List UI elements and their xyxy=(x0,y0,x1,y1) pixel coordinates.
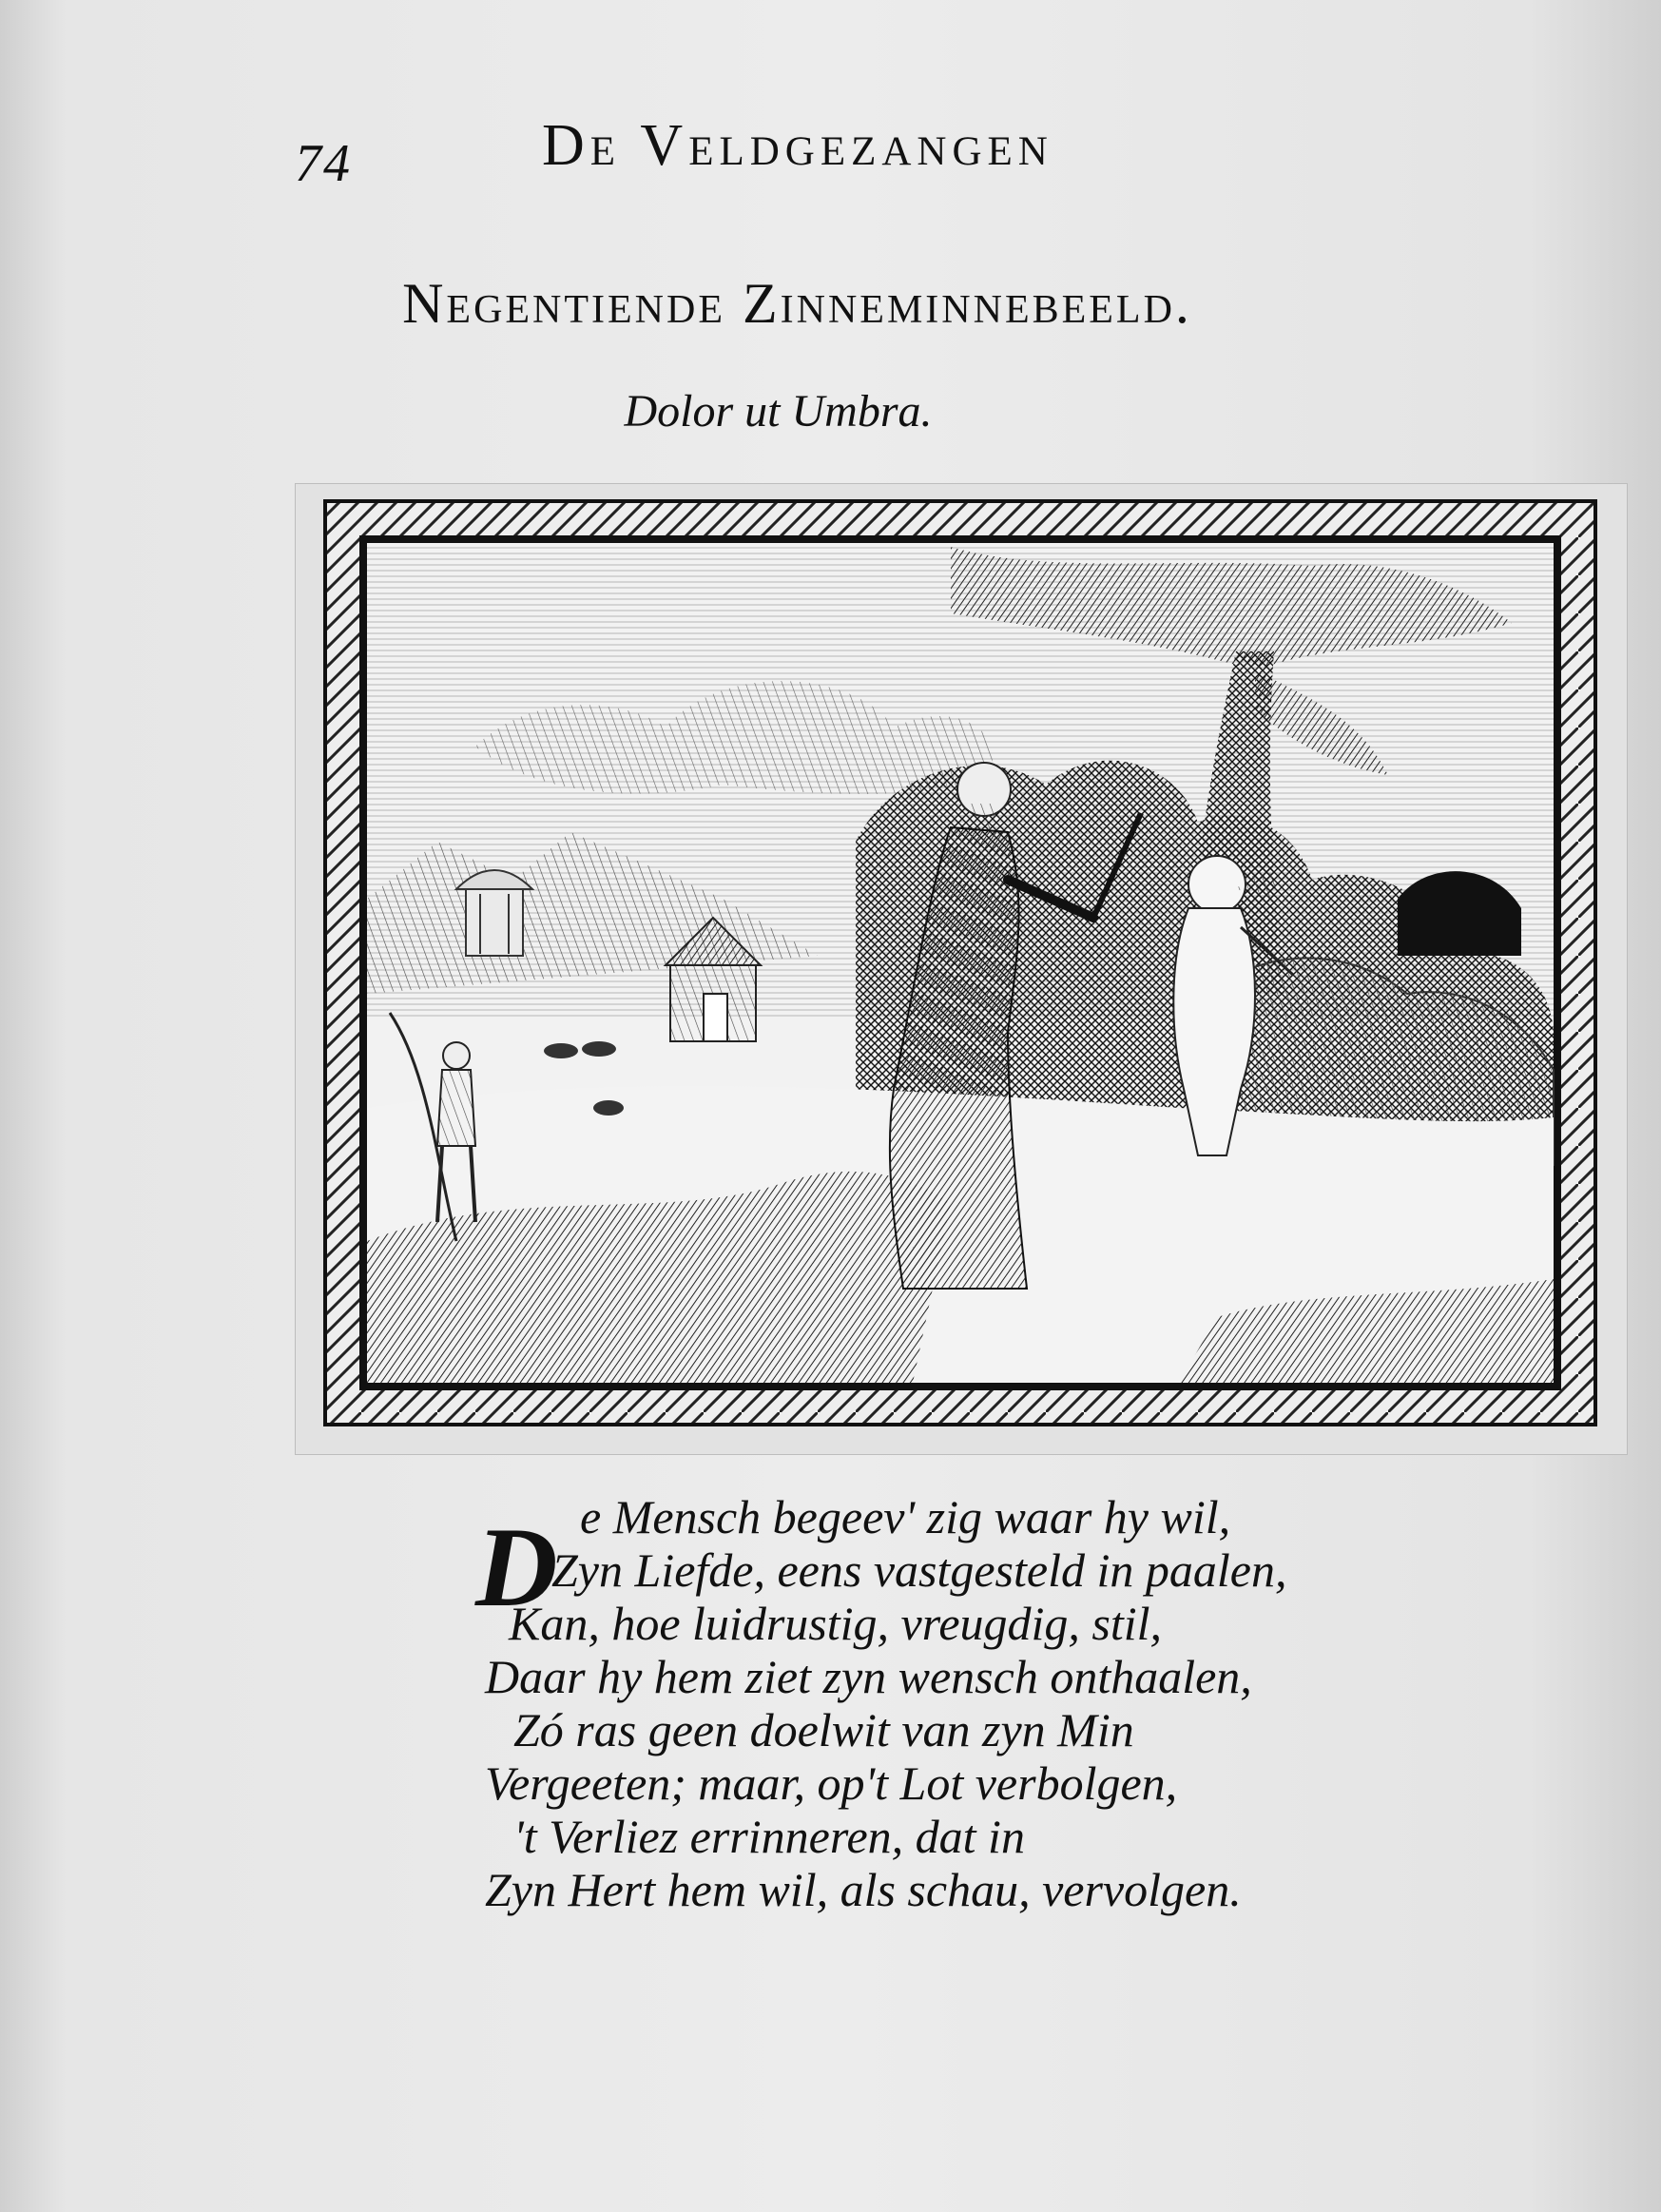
emblem-motto: Dolor ut Umbra. xyxy=(624,386,933,437)
verse-line: Daar hy hem ziet zyn wensch onthaalen, xyxy=(485,1650,1252,1703)
page-number: 74 xyxy=(295,134,352,193)
verse-line: Vergeeten; maar, op't Lot verbolgen, xyxy=(485,1756,1178,1810)
scene xyxy=(367,543,1554,1383)
verse-line: e Mensch begeev' zig waar hy wil, xyxy=(580,1490,1231,1543)
drop-cap: D xyxy=(475,1504,558,1630)
verse-line: Zó ras geen doelwit van zyn Min xyxy=(513,1703,1134,1756)
verse-line: 't Verliez errinneren, dat in xyxy=(513,1810,1025,1863)
emblem-title: Negentiende Zinneminnebeeld. xyxy=(402,272,1192,335)
temple xyxy=(456,870,532,956)
verse-line: Zyn Liefde, eens vastgesteld in paalen, xyxy=(551,1543,1287,1597)
engraving-illustration xyxy=(323,499,1597,1426)
running-title: De Veldgezangen xyxy=(542,113,1053,178)
page-header xyxy=(285,105,1331,193)
verse-line: Zyn Hert hem wil, als schau, vervolgen. xyxy=(485,1863,1242,1916)
verse-line: Kan, hoe luidrustig, vreugdig, stil, xyxy=(509,1597,1163,1650)
